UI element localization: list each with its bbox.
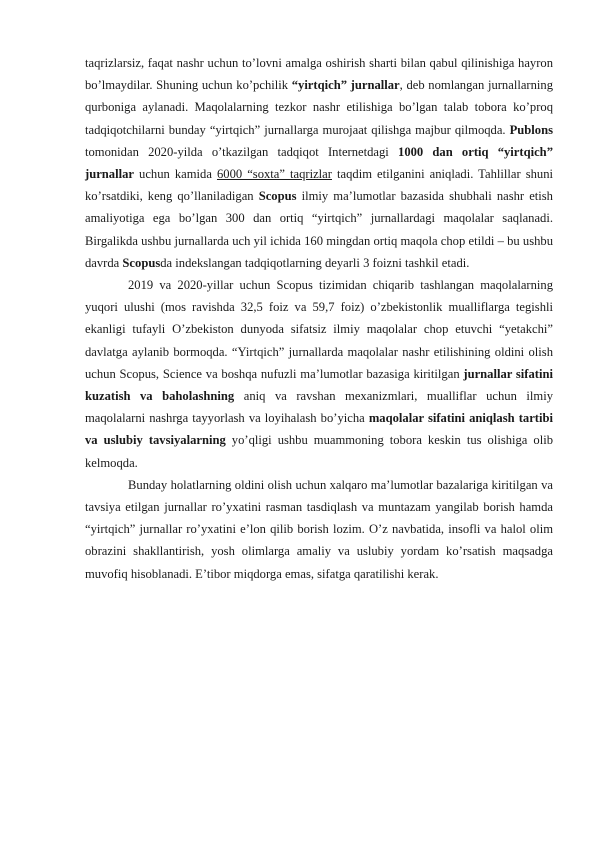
text-run: tomonidan 2020-yilda o’tkazilgan tadqiqot Internetdagi <box>85 144 399 159</box>
text-run: ilmiy ma’lumotlar bazasida shubhali nashr etish amaliyotiga ega bo’lgan 300 dan ortiq “yirtqich” jurnallardagi maqolalar saqlanadi. Birgalikda ushbu jurnallarda uch yil ichida 160 mingdan ortiq maqola chop etildi – bu ushbu davrda <box>85 189 553 270</box>
bold-text-run: jurnallar sifatini kuzatish va baholashning <box>85 366 553 404</box>
text-run: da indekslangan tadqiqotlarning deyarli 3 foizni tashkil etadi. <box>160 255 470 270</box>
bold-text-run: 1000 dan ortiq “yirtqich” jurnallar <box>85 144 553 182</box>
paragraph-1 <box>85 52 553 274</box>
text-run: aniq va ravshan mexanizmlari, mualliflar uchun ilmiy maqolalarni nashrga tayyorlash va loyihalash bo’yicha <box>85 389 553 426</box>
text-run: uchun kamida <box>133 167 217 182</box>
text-run: yo’qligi ushbu muammoning tobora keskin tus olishiga olib kelmoqda. <box>85 433 553 470</box>
text-run: taqrizlarsiz, faqat nashr uchun to’lovni amalga oshirish sharti bilan qabul qilinishiga hayron bo’lmaydilar. Shuning uchun ko’pchilik <box>85 56 553 93</box>
paragraph-3 <box>85 474 553 585</box>
text-run: , deb nomlangan jurnallarning qurboniga aylanadi. Maqolalarning tezkor nashr etilishiga bo’lgan talab tobora ko’proq tadqiqotchilarni bunday “yirtqich” jurnallarga murojaat qilishga majbur qilmoqda. <box>85 78 553 137</box>
bold-text-run: maqolalar sifatini aniqlash tartibi va uslubiy tavsiyalarning <box>85 411 553 448</box>
bold-text-run: Scopus <box>258 189 297 204</box>
paragraph-2 <box>85 274 553 474</box>
text-run: Bunday holatlarning oldini olish uchun xalqaro ma’lumotlar bazalariga kiritilgan va tavsiya etilgan jurnallar ro’yxatini rasman tasdiqlash va muntazam yangilab borish hamda “yirtqich” jurnallar ro’yxatini e’lon qilib borish lozim. O’z navbatida, insofli va halol olim obrazini shakllantirish, yosh olimlarga amaliy va uslubiy yordam ko’rsatish maqsadga muvofiq hisoblanadi. E’tibor miqdorga emas, sifatga qaratilishi kerak. <box>85 477 553 581</box>
bold-text-run: Publons <box>509 122 553 137</box>
text-run: taqdim etilganini aniqladi. Tahlillar shuni ko’rsatdiki, keng qo’llaniladigan <box>85 167 553 204</box>
text-run: 2019 va 2020-yillar uchun Scopus tizimidan chiqarib tashlangan maqolalarning yuqori ulushi (mos ravishda 32,5 foiz va 59,7 foiz) o’zbekistonlik mualliflarga tegishli ekanligi tufayli O’zbekiston dunyoda sifatsiz ilmiy maqolalar chop etuvchi “yetakchi” davlatga aylanib bormoqda. “Yirtqich” jurnallarda maqolalar nashr etilishining oldini olish uchun Scopus, Science va boshqa nufuzli ma’lumotlar bazasiga kiritilgan <box>85 278 553 381</box>
underlined-text-run: 6000 “soxta” taqrizlar <box>216 167 332 182</box>
document-body <box>85 52 553 585</box>
bold-text-run: Scopus <box>122 255 161 270</box>
bold-text-run: “yirtqich” jurnallar <box>291 78 400 93</box>
